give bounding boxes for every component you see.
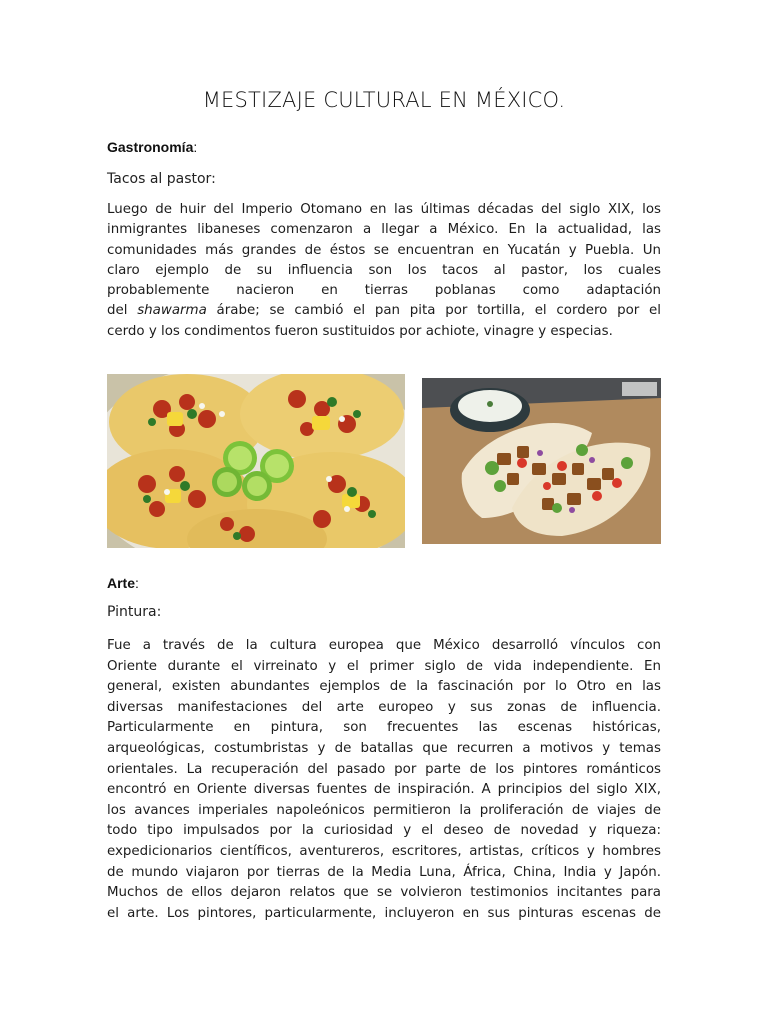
section-heading-colon: : xyxy=(135,575,139,591)
line-text-before: del xyxy=(107,303,138,319)
paragraph-line: arqueológicas, costumbristas y de batallas que recurren a motivos y temas xyxy=(107,740,661,756)
section-heading-gastronomia xyxy=(107,139,197,155)
paragraph-line: general, existen abundantes ejemplos de la fascinación por lo Otro en las xyxy=(107,679,661,695)
document-title: MESTIZAJE CULTURAL EN MÉXICO. xyxy=(202,88,566,112)
section-heading-arte xyxy=(107,575,139,591)
subheading-pintura: Pintura: xyxy=(107,604,162,620)
paragraph-line: Fue a través de la cultura europea que México desarrolló vínculos con xyxy=(107,638,661,653)
section-heading-text: Gastronomía xyxy=(107,139,194,155)
paragraph-gastronomia xyxy=(107,200,661,342)
tacos-al-pastor-with-limes-photo xyxy=(107,374,405,548)
paragraph-line: los avances imperiales napoleónicos permitieron la proliferación de viajes de xyxy=(107,802,661,818)
subheading-tacos-al-pastor: Tacos al pastor: xyxy=(107,171,216,187)
section-heading-text: Arte xyxy=(107,575,136,591)
paragraph-line: probablemente nacieron en tierras poblanas como adaptación xyxy=(107,283,661,299)
paragraph-line: orientales. La recuperación del pasado por parte de los pintores románticos xyxy=(107,761,661,777)
paragraph-line: Particularmente en pintura, son frecuentes las escenas históricas, xyxy=(107,720,661,736)
paragraph-line: comunidades más grandes de éstos se encuentran en Yucatán y Puebla. Un xyxy=(107,242,661,258)
paragraph-line: Luego de huir del Imperio Otomano en las últimas décadas del siglo XIX, los xyxy=(107,202,661,217)
paragraph-line: encontró en Oriente diversas fuentes de inspiración. A principios del siglo XIX, xyxy=(107,782,661,798)
paragraph-line: cerdo y los condimentos fueron sustituidos por achiote, vinagre y especias. xyxy=(107,323,613,339)
section-heading-colon: : xyxy=(193,139,198,155)
pita-tacos-with-dip-photo xyxy=(422,378,661,544)
italic-term-shawarma: shawarma xyxy=(137,303,207,319)
paragraph-line: el arte. Los pintores, particularmente, incluyeron en sus pinturas escenas de xyxy=(107,905,661,921)
paragraph-line xyxy=(107,301,661,321)
paragraph-line: Oriente durante el virreinato y el primer siglo de vida independiente. En xyxy=(107,658,661,674)
paragraph-line: Muchos de ellos dejaron relatos que se volvieron testimonios incitantes para xyxy=(107,885,661,901)
paragraph-line: claro ejemplo de su influencia son los tacos al pastor, los cuales xyxy=(107,262,661,278)
paragraph-line: diversas manifestaciones del arte europeo y sus zonas de influencia. xyxy=(107,699,661,715)
paragraph-line: todo tipo impulsados por la curiosidad y el deseo de novedad y riqueza: xyxy=(107,823,661,839)
paragraph-line: inmigrantes libaneses comenzaron a llegar a México. En la actualidad, las xyxy=(107,222,661,238)
paragraph-arte xyxy=(107,636,661,924)
line-text-after: árabe; se cambió el pan pita por tortilla, el cordero por el xyxy=(206,303,661,319)
paragraph-line: expedicionarios científicos, aventureros, escritores, artistas, críticos y hombres xyxy=(107,843,661,859)
paragraph-line: de mundo viajaron por tierras de la Media Luna, África, China, India y Japón. xyxy=(107,864,661,880)
